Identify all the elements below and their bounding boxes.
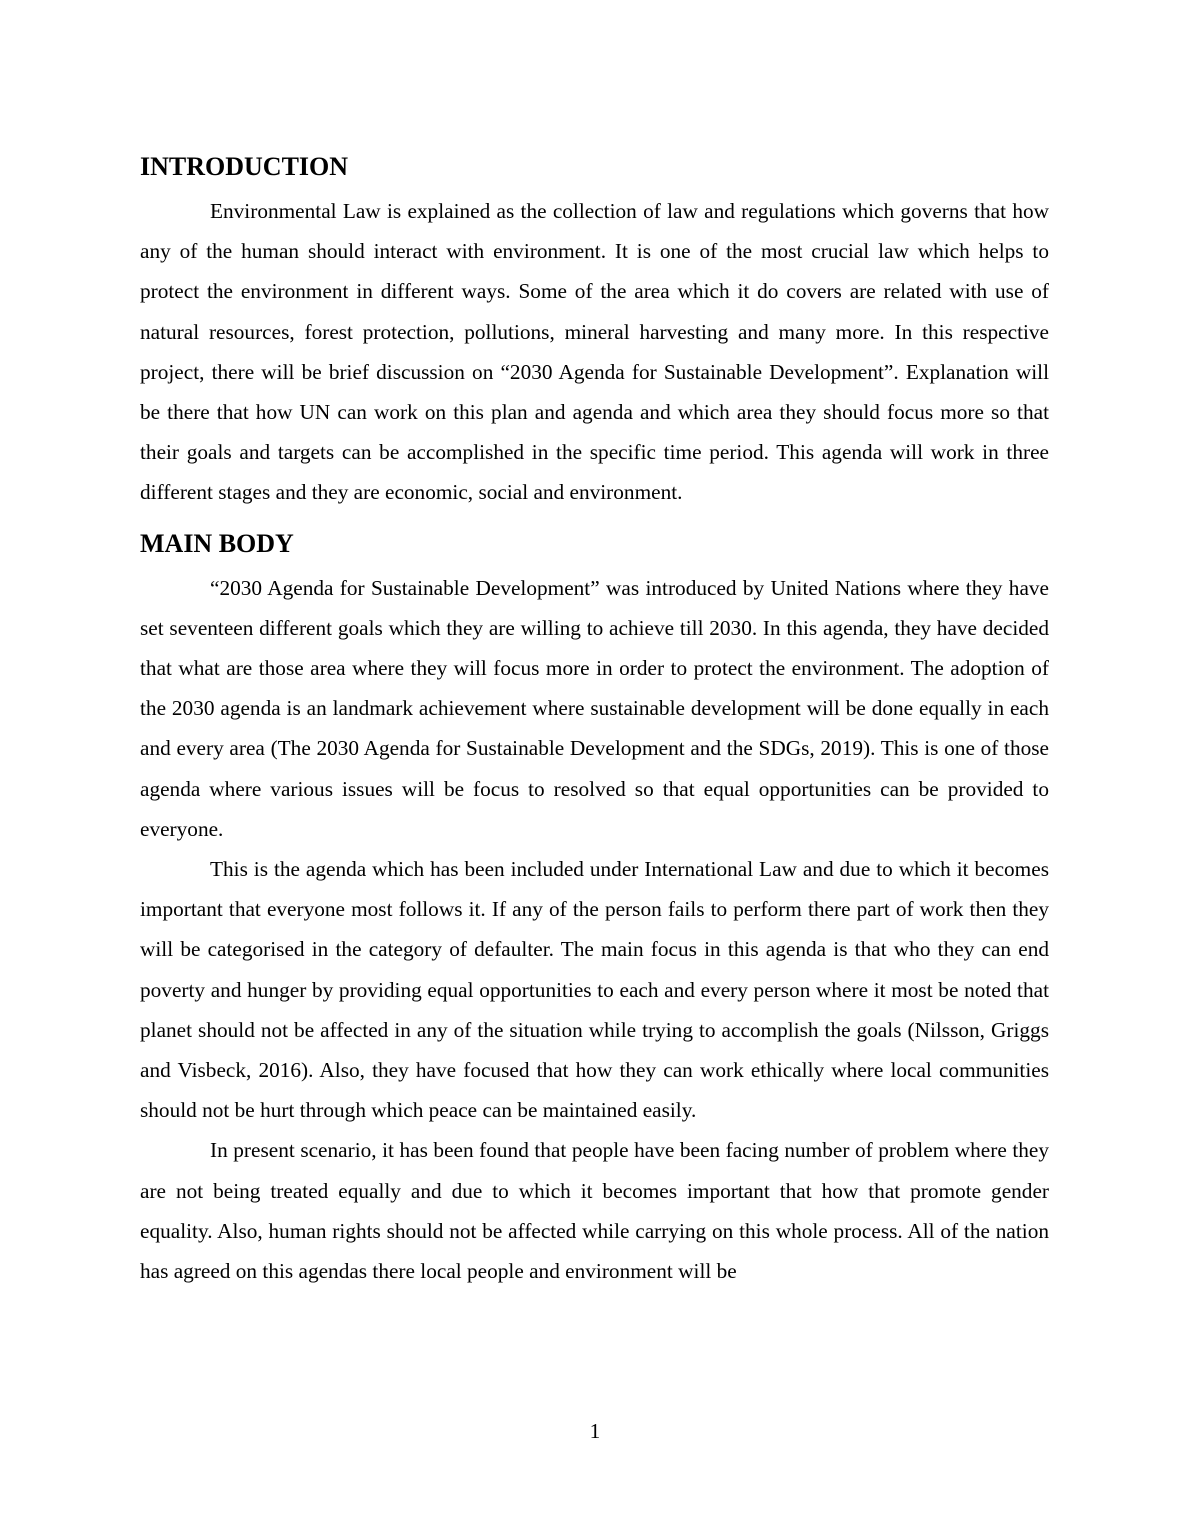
page-content xyxy=(140,150,1049,1291)
main-body-paragraph-3: In present scenario, it has been found that people have been facing number of problem where they are not being treated equally and due to which it becomes important that how that promote gender equality. Also, human rights should not be affected while carrying on this whole process. All of the nation has agreed on this agendas there local people and environment will be xyxy=(140,1138,1049,1284)
main-body-paragraph-2: This is the agenda which has been included under International Law and due to which it becomes important that everyone most follows it. If any of the person fails to perform there part of work then they will be categorised in the category of defaulter. The main focus in this agenda is that who they can end poverty and hunger by providing equal opportunities to each and every person where it most be noted that planet should not be affected in any of the situation while trying to accomplish the goals (Nilsson, Griggs and Visbeck, 2016). Also, they have focused that how they can work ethically where local communities should not be hurt through which peace can be maintained easily. xyxy=(140,857,1049,1123)
introduction-paragraph: Environmental Law is explained as the collection of law and regulations which governs that how any of the human should interact with environment. It is one of the most crucial law which helps to protect the environment in different ways. Some of the area which it do covers are related with use of natural resources, forest protection, pollutions, mineral harvesting and many more. In this respective project, there will be brief discussion on “2030 Agenda for Sustainable Development”. Explanation will be there that how UN can work on this plan and agenda and which area they should focus more so that their goals and targets can be accomplished in the specific time period. This agenda will work in three different stages and they are economic, social and environment. xyxy=(140,199,1049,505)
section-heading-introduction: INTRODUCTION xyxy=(140,152,349,181)
main-body-paragraph-1: “2030 Agenda for Sustainable Development” was introduced by United Nations where they have set seventeen different goals which they are willing to achieve till 2030. In this agenda, they have decided that what are those area where they will focus more in order to protect the environment. The adoption of the 2030 agenda is an landmark achievement where sustainable development will be done equally in each and every area (The 2030 Agenda for Sustainable Development and the SDGs, 2019). This is one of those agenda where various issues will be focus to resolved so that equal opportunities can be provided to everyone. xyxy=(140,575,1049,841)
page-number: 1 xyxy=(589,1419,601,1443)
section-heading-main-body: MAIN BODY xyxy=(140,528,294,558)
